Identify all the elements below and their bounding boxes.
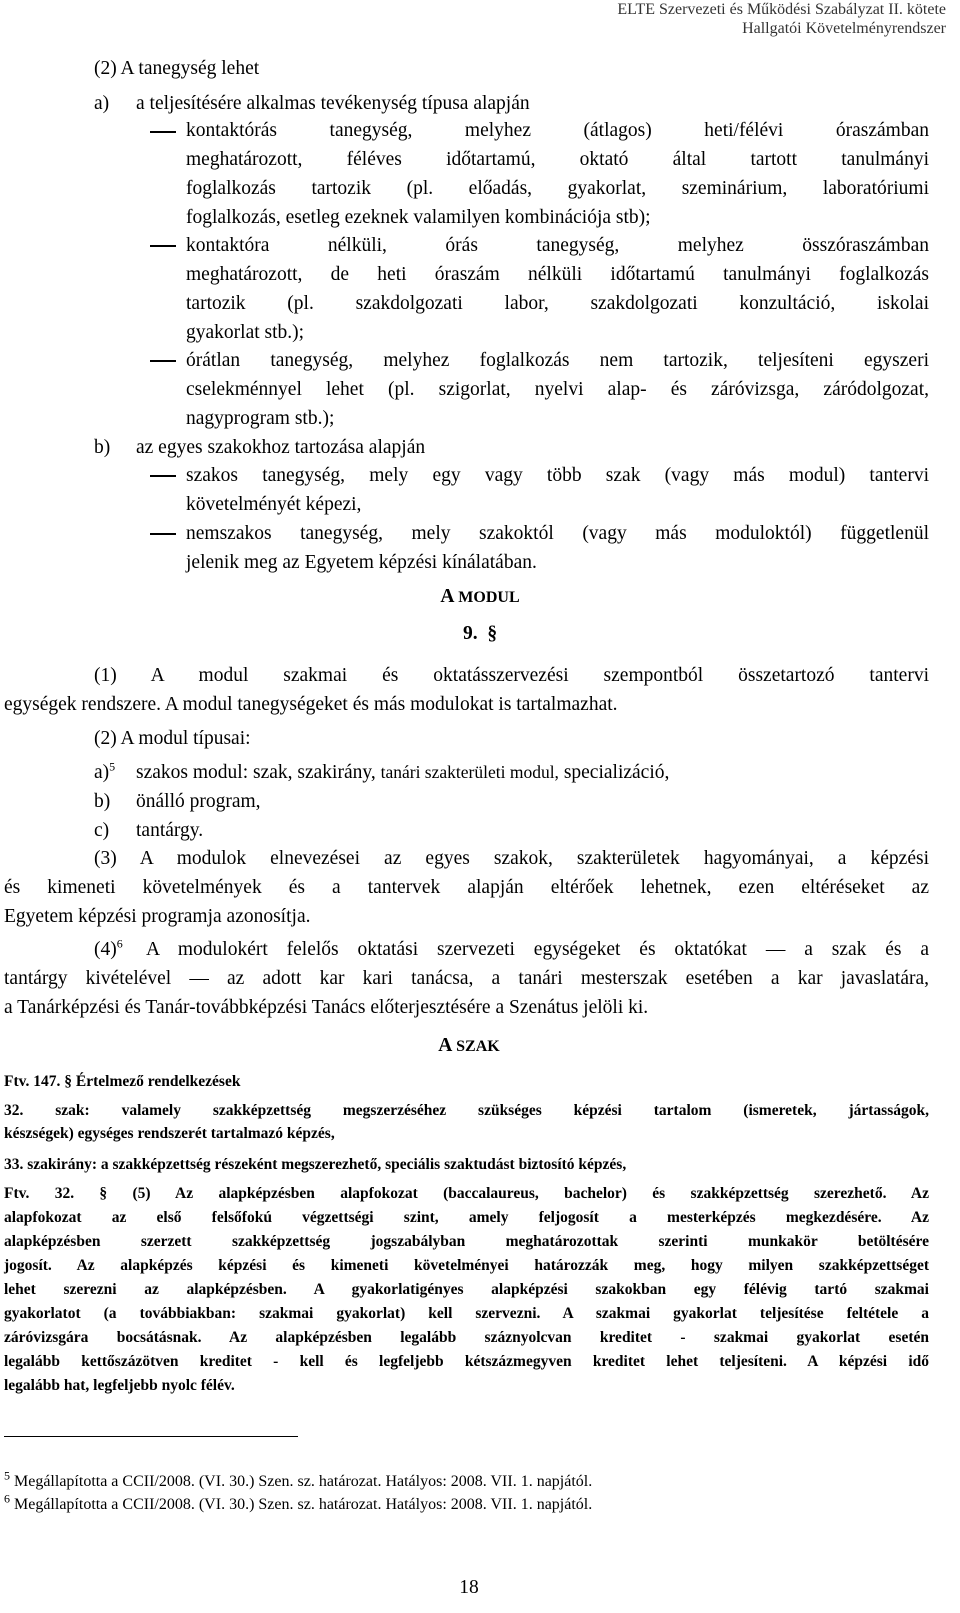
ftv32-line5: lehet szerezni az alapképzésben. A gyakorlatigényes alapképzési szakokban egy félévig tartó szakmai (4, 1281, 929, 1298)
type-a-text: szakos modul: szak, szakirány, tanári szakterületi modul, specializáció, (136, 762, 670, 783)
modul-p2: (2) A modul típusai: (94, 728, 251, 749)
modul-p3-line3: Egyetem képzési programja azonosítja. (4, 906, 311, 927)
item-a1-line2: meghatározott, féléves időtartamú, oktató által tartott tanulmányi (186, 149, 929, 170)
item-b-text: az egyes szakokhoz tartozása alapján (136, 437, 426, 458)
item-a-text: a teljesítésére alkalmas tevékenység típusa alapján (136, 93, 530, 114)
running-header (617, 0, 946, 38)
ftv147-heading: Ftv. 147. § Értelmező rendelkezések (4, 1073, 241, 1090)
item-b2-line2: jelenik meg az Egyetem képzési kínálatában. (186, 552, 537, 573)
ftv32-line9: legalább hat, legfeljebb nyolc félév. (4, 1377, 235, 1394)
type-b-label: b) (94, 791, 111, 812)
ftv32-line4: jogosít. Az alapképzés képzési és kimeneti követelményei határozzák meg, hogy milyen szakképzettséget (4, 1257, 929, 1274)
heading-szak: A SZAK (438, 1035, 500, 1056)
ftv32-line1: Ftv. 32. § (5) Az alapképzésben alapfokozat (baccalaureus, bachelor) és szakképzettség szerezhető. Az (4, 1185, 929, 1202)
def32-line1: 32. szak: valamely szakképzettség megszerzéséhez szükséges képzési tartalom (ismeretek, jártasságok, (4, 1102, 929, 1119)
item-b-label: b) (94, 437, 111, 458)
modul-p1-line2: egységek rendszere. A modul tanegységeket és más modulokat is tartalmazhat. (4, 694, 618, 715)
item-b2-line1: nemszakos tanegység, mely szakoktól (vagy más moduloktól) függetlenül (186, 523, 929, 544)
footnote-6: $^6$ Megállapította a CCII/2008. (VI. 30.) Szen. sz. határozat. Hatályos: 2008. VII. 1. napjától. (4, 1491, 593, 1513)
modul-p3-line1: (3) A modulok elnevezései az egyes szakok, szakterületek hagyományai, a képzési (94, 848, 929, 869)
item-a1-line4: foglalkozás, esetleg ezeknek valamilyen kombinációja stb); (186, 207, 651, 228)
item-a2-line4: gyakorlat stb.); (186, 322, 305, 343)
item-a-label: a) (94, 93, 110, 114)
list-dash (150, 360, 176, 362)
modul-p3-line2: és kimeneti követelmények és a tantervek alapján eltérőek lehetnek, ezen eltéréseket az (4, 877, 929, 898)
list-dash (150, 533, 176, 535)
footnote-separator (4, 1436, 298, 1437)
item-a2-line1: kontaktóra nélküli, órás tanegység, melyhez összóraszámban (186, 235, 929, 256)
item-a3-line2: cselekménnyel lehet (pl. szigorlat, nyelvi alap- és záróvizsga, záródolgozat, (186, 379, 929, 400)
item-a2-line3: tartozik (pl. szakdolgozati labor, szakdolgozati konzultáció, iskolai (186, 293, 929, 314)
type-c-text: tantárgy. (136, 820, 204, 841)
item-a3-line3: nagyprogram stb.); (186, 408, 335, 429)
item-a1-line3: foglalkozás tartozik (pl. előadás, gyakorlat, szeminárium, laboratóriumi (186, 178, 929, 199)
item-a3-line1: órátlan tanegység, melyhez foglalkozás nem tartozik, teljesíteni egyszeri (186, 350, 929, 371)
ftv32-line6: gyakorlatot (a továbbiakban: szakmai gyakorlat) kell szervezni. A szakmai gyakorlat teljesítése feltétele a (4, 1305, 929, 1322)
footnote-5: $^5$ Megállapította a CCII/2008. (VI. 30.) Szen. sz. határozat. Hatályos: 2008. VII. 1. napjától. (4, 1468, 593, 1490)
item-b1-line2: követelményét képezi, (186, 494, 362, 515)
ftv32-line3: alapképzésben szerzett szakképzettség jogszabályban meghatározottak szerinti munkakör betöltésére (4, 1233, 929, 1250)
ftv32-line2: alapfokozat az első felsőfokú végzettségi szint, amely feljogosít a mesterképzés megkezdésére. Az (4, 1209, 929, 1226)
type-b-text: önálló program, (136, 791, 261, 812)
modul-p4-num: $(4)^6$ (94, 936, 123, 960)
ftv32-line8: legalább kettőszázötven kreditet - kell és legfeljebb kétszázmegyven kreditet lehet teljesíteni. A képzési idő (4, 1353, 929, 1370)
header-subtitle: Hallgatói Követelményrendszer (742, 20, 946, 37)
heading-modul: A MODUL (440, 586, 520, 607)
list-dash (150, 245, 176, 247)
def32-line2: készségek) egységes rendszerét tartalmazó képzés, (4, 1125, 335, 1142)
ftv32-line7: záróvizsgára bocsátásnak. Az alapképzésben legalább száznyolcvan kreditet - szakmai gyakorlat esetén (4, 1329, 929, 1346)
header-title: ELTE Szervezeti és Működési Szabályzat II. kötete (617, 1, 946, 18)
section-number-9: 9. § (462, 623, 498, 644)
modul-p1-line1: (1) A modul szakmai és oktatásszervezési szempontból összetartozó tantervi (94, 665, 929, 686)
item-b1-line1: szakos tanegység, mely egy vagy több szak (vagy más modul) tantervi (186, 465, 929, 486)
modul-p4-line3: a Tanárképzési és Tanár-továbbképzési Tanács előterjesztésére a Szenátus jelöli ki. (4, 997, 649, 1018)
def33: 33. szakirány: a szakképzettség részeként megszerezhető, speciális szaktudást biztosító képzés, (4, 1156, 627, 1173)
list-dash (150, 475, 176, 477)
page-number: 18 (459, 1577, 479, 1598)
item-a2-line2: meghatározott, de heti óraszám nélküli időtartamú tanulmányi foglalkozás (186, 264, 929, 285)
modul-p4-line2: tantárgy kivételével ― az adott kar kari tanácsa, a tanári mesterszak esetében a kar javaslatára, (4, 968, 929, 989)
type-a-label: a)$^5$ (94, 759, 116, 783)
list-dash (150, 131, 176, 133)
type-c-label: c) (94, 820, 110, 841)
paragraph-intro: (2) A tanegység lehet (94, 58, 260, 79)
modul-p4-line1: A modulokért felelős oktatási szervezeti egységeket és oktatókat ― a szak és a (146, 939, 929, 960)
item-a1-line1: kontaktórás tanegység, melyhez (átlagos) heti/félévi óraszámban (186, 120, 929, 141)
